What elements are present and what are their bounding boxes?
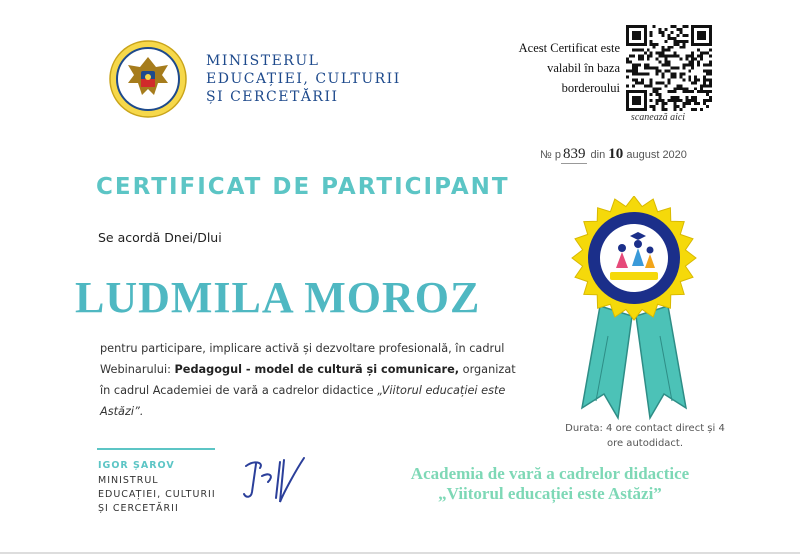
signer-title-line1: MINISTRUL xyxy=(98,475,159,486)
registration-prefix: № p xyxy=(540,149,561,161)
qr-code-icon[interactable] xyxy=(626,25,712,111)
registration-day: 10 xyxy=(608,146,624,162)
ministry-line2: EDUCAȚIEI, CULTURII xyxy=(206,71,401,87)
certificate-title: CERTIFICAT DE PARTICIPANT xyxy=(96,174,510,200)
signer-title xyxy=(98,474,216,516)
academy-footer xyxy=(380,464,720,504)
registration-month-year: august 2020 xyxy=(626,149,687,161)
registration-din: din xyxy=(590,149,606,161)
signer-title-line2: EDUCAȚIEI, CULTURII xyxy=(98,489,216,500)
ministry-line1: MINISTERUL xyxy=(206,53,320,69)
signer-title-line3: ȘI CERCETĂRII xyxy=(98,503,179,514)
webinar-title: Pedagogul - model de cultură și comunicare, xyxy=(174,363,460,376)
ministry-name xyxy=(206,52,401,106)
scan-label: scanează aici xyxy=(630,112,686,123)
coat-of-arms-seal-icon xyxy=(108,39,188,119)
certificate-body xyxy=(100,338,520,422)
qr-caption-line3: borderoului xyxy=(561,81,620,95)
signer-name: IGOR ȘAROV xyxy=(98,460,175,471)
body-part2: organizat în cadrul Academiei de vară a cadrelor didactice xyxy=(100,363,516,397)
body-part1: pentru participare, implicare activă și dezvoltare profesională, în cadrul Webinarului: xyxy=(100,342,505,376)
awarded-to-label: Se acordă Dnei/Dlui xyxy=(98,230,222,245)
signature-divider xyxy=(97,448,215,450)
award-rosette-badge-icon xyxy=(560,196,708,422)
registration-number: 839 xyxy=(562,146,586,162)
qr-caption-line1: Acest Certificat este xyxy=(518,41,620,55)
ministry-line3: ȘI CERCETĂRII xyxy=(206,89,339,105)
qr-caption-line2: valabil în baza xyxy=(547,61,620,75)
registration-line xyxy=(540,146,687,164)
handwritten-signature-icon xyxy=(240,452,312,508)
academy-motto: „Viitorul educației este Astăzi”. xyxy=(100,384,506,418)
duration-note: Durata: 4 ore contact direct și 4 ore autodidact. xyxy=(565,423,725,449)
qr-caption xyxy=(505,38,620,98)
recipient-name: LUDMILA MOROZ xyxy=(75,273,481,322)
academy-footer-line2: „Viitorul educației este Astăzi” xyxy=(438,484,662,503)
academy-footer-line1: Academia de vară a cadrelor didactice xyxy=(410,464,690,483)
